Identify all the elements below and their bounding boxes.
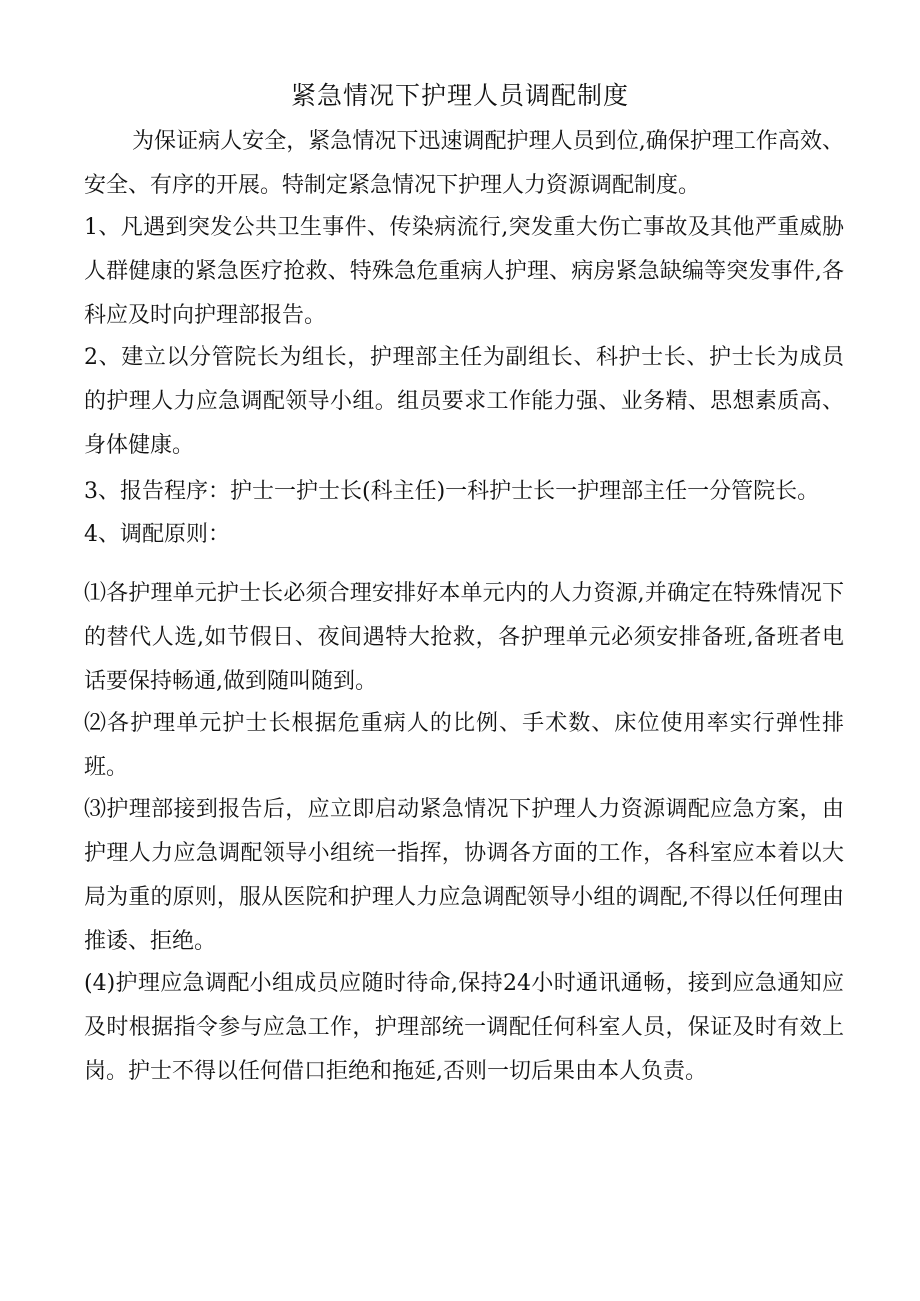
principle-3-paragraph: ⑶护理部接到报告后，应立即启动紧急情况下护理人力资源调配应急方案，由护理人力应急调配领导小组统一指挥，协调各方面的工作，各科室应本着以大局为重的原则，服从医院和护理人力应急调配领导小组的调配,不得以任何理由推诿、拒绝。 <box>84 797 844 954</box>
document-title: 紧急情况下护理人员调配制度 <box>290 81 629 110</box>
item-2-paragraph: 2、建立以分管院长为组长，护理部主任为副组长、科护士长、护士长为成员的护理人力应急调配领导小组。组员要求工作能力强、业务精、思想素质高、身体健康。 <box>84 345 844 458</box>
principle-1-paragraph: ⑴各护理单元护士长必须合理安排好本单元内的人力资源,并确定在特殊情况下的替代人选,如节假日、夜间遇特大抢救，各护理单元必须安排备班,备班者电话要保持畅通,做到随叫随到。 <box>84 581 844 694</box>
intro-paragraph: 为保证病人安全，紧急情况下迅速调配护理人员到位,确保护理工作高效、安全、有序的开展。特制定紧急情况下护理人力资源调配制度。 <box>84 129 844 198</box>
principle-4-paragraph: (4)护理应急调配小组成员应随时待命,保持24小时通讯通畅，接到应急通知应及时根据指令参与应急工作，护理部统一调配任何科室人员，保证及时有效上岗。护士不得以任何借口拒绝和拖延,否则一切后果由本人负责。 <box>84 971 844 1084</box>
item-4-heading: 4、调配原则： <box>84 522 230 547</box>
item-1-paragraph: 1、凡遇到突发公共卫生事件、传染病流行,突发重大伤亡事故及其他严重威胁人群健康的紧急医疗抢救、特殊急危重病人护理、病房紧急缺编等突发事件,各科应及时向护理部报告。 <box>84 215 844 328</box>
item-3-paragraph: 3、报告程序：护士一护士长(科主任)一科护士长一护理部主任一分管院长。 <box>84 479 820 504</box>
principle-2-paragraph: ⑵各护理单元护士长根据危重病人的比例、手术数、床位使用率实行弹性排班。 <box>84 711 844 780</box>
